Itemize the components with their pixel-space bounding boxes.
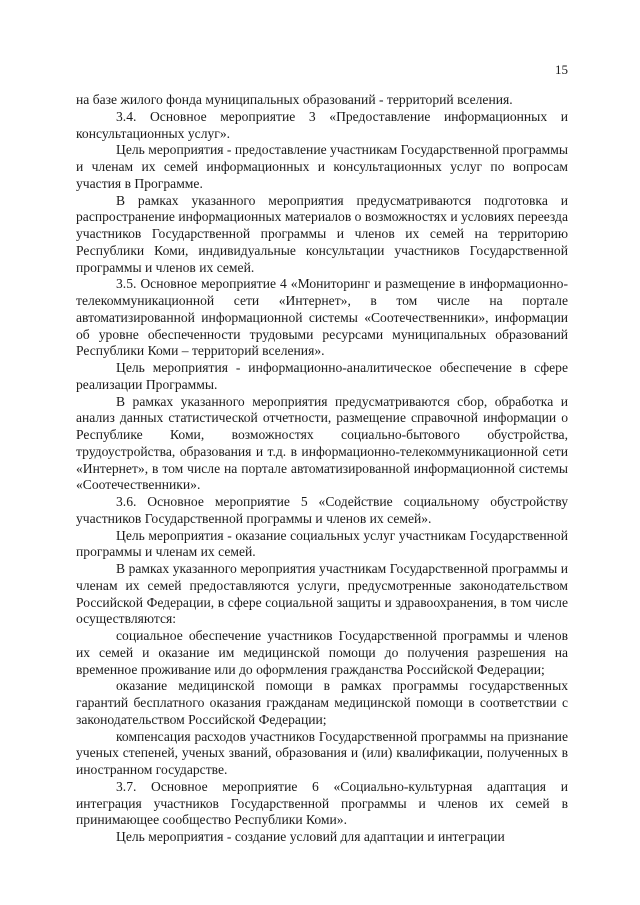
paragraph-goal-3-7: Цель мероприятия - создание условий для адаптации и интеграции [116,829,505,844]
list-item-medical-care: оказание медицинской помощи в рамках программы государственных гарантий бесплатного оказания гражданам медицинской помощи в соответствии с законодательством Российской Федерации; [76,678,568,727]
section-heading-3-7: 3.7. Основное мероприятие 6 «Социально-культурная адаптация и интеграция участников Государственной программы и членов их семей в принимающее сообщество Республики Коми». [76,778,568,828]
paragraph-scope-3-6: В рамках указанного мероприятия участникам Государственной программы и членам их семей предоставляются услуги, предусмотренные законодательством Российской Федерации, в сфере социальной защиты и здравоохранения, в том числе осуществляются: [76,561,568,627]
page-number: 15 [555,62,568,77]
paragraph-continuation: на базе жилого фонда муниципальных образований - территорий вселения. [76,92,513,107]
section-heading-3-6: 3.6. Основное мероприятие 5 «Содействие социальному обустройству участников Государственной программы и членов их семей». [76,494,568,526]
paragraph-scope-3-4: В рамках указанного мероприятия предусматриваются подготовка и распространение информационных материалов о возможностях и условиях переезда участников Государственной программы и членов их семей на территорию Республики Коми, индивидуальные консультации участников Государственной программы и членов их семей. [76,192,568,275]
list-item-social-support: социальное обеспечение участников Государственной программы и членов их семей и оказание им медицинской помощи до получения разрешения на временное проживание или до оформления гражданства Российской Федерации; [76,628,568,677]
document-body [76,92,568,846]
list-item-compensation: компенсация расходов участников Государственной программы на признание ученых степеней, ученых званий, образования и (или) квалификации, полученных в иностранном государстве. [76,728,568,777]
paragraph-goal-3-6: Цель мероприятия - оказание социальных услуг участникам Государственной программы и членам их семей. [76,527,568,560]
section-heading-3-5: 3.5. Основное мероприятие 4 «Мониторинг и размещение в информационно-телекоммуникационной сети «Интернет», в том числе на портале автоматизированной информационной системы «Соотечественники», информации об уровне обеспеченности трудовыми ресурсами муниципальных образований Республики Коми – территорий вселения». [76,276,568,359]
section-heading-3-4: 3.4. Основное мероприятие 3 «Предоставление информационных и консультационных услуг». [76,108,568,141]
paragraph-goal-3-5: Цель мероприятия - информационно-аналитическое обеспечение в сфере реализации Программы. [76,360,568,392]
paragraph-scope-3-5: В рамках указанного мероприятия предусматриваются сбор, обработка и анализ данных статистической отчетности, размещение справочной информации о Республике Коми, возможностях социально-бытового обустройства, трудоустройства, образования и т.д. в информационно-телекоммуникационной сети «Интернет», в том числе на портале автоматизированной информационной системы «Соотечественники». [76,393,568,493]
paragraph-goal-3-4: Цель мероприятия - предоставление участникам Государственной программы и членам их семей информационных и консультационных услуг по вопросам участия в Программе. [76,142,568,191]
